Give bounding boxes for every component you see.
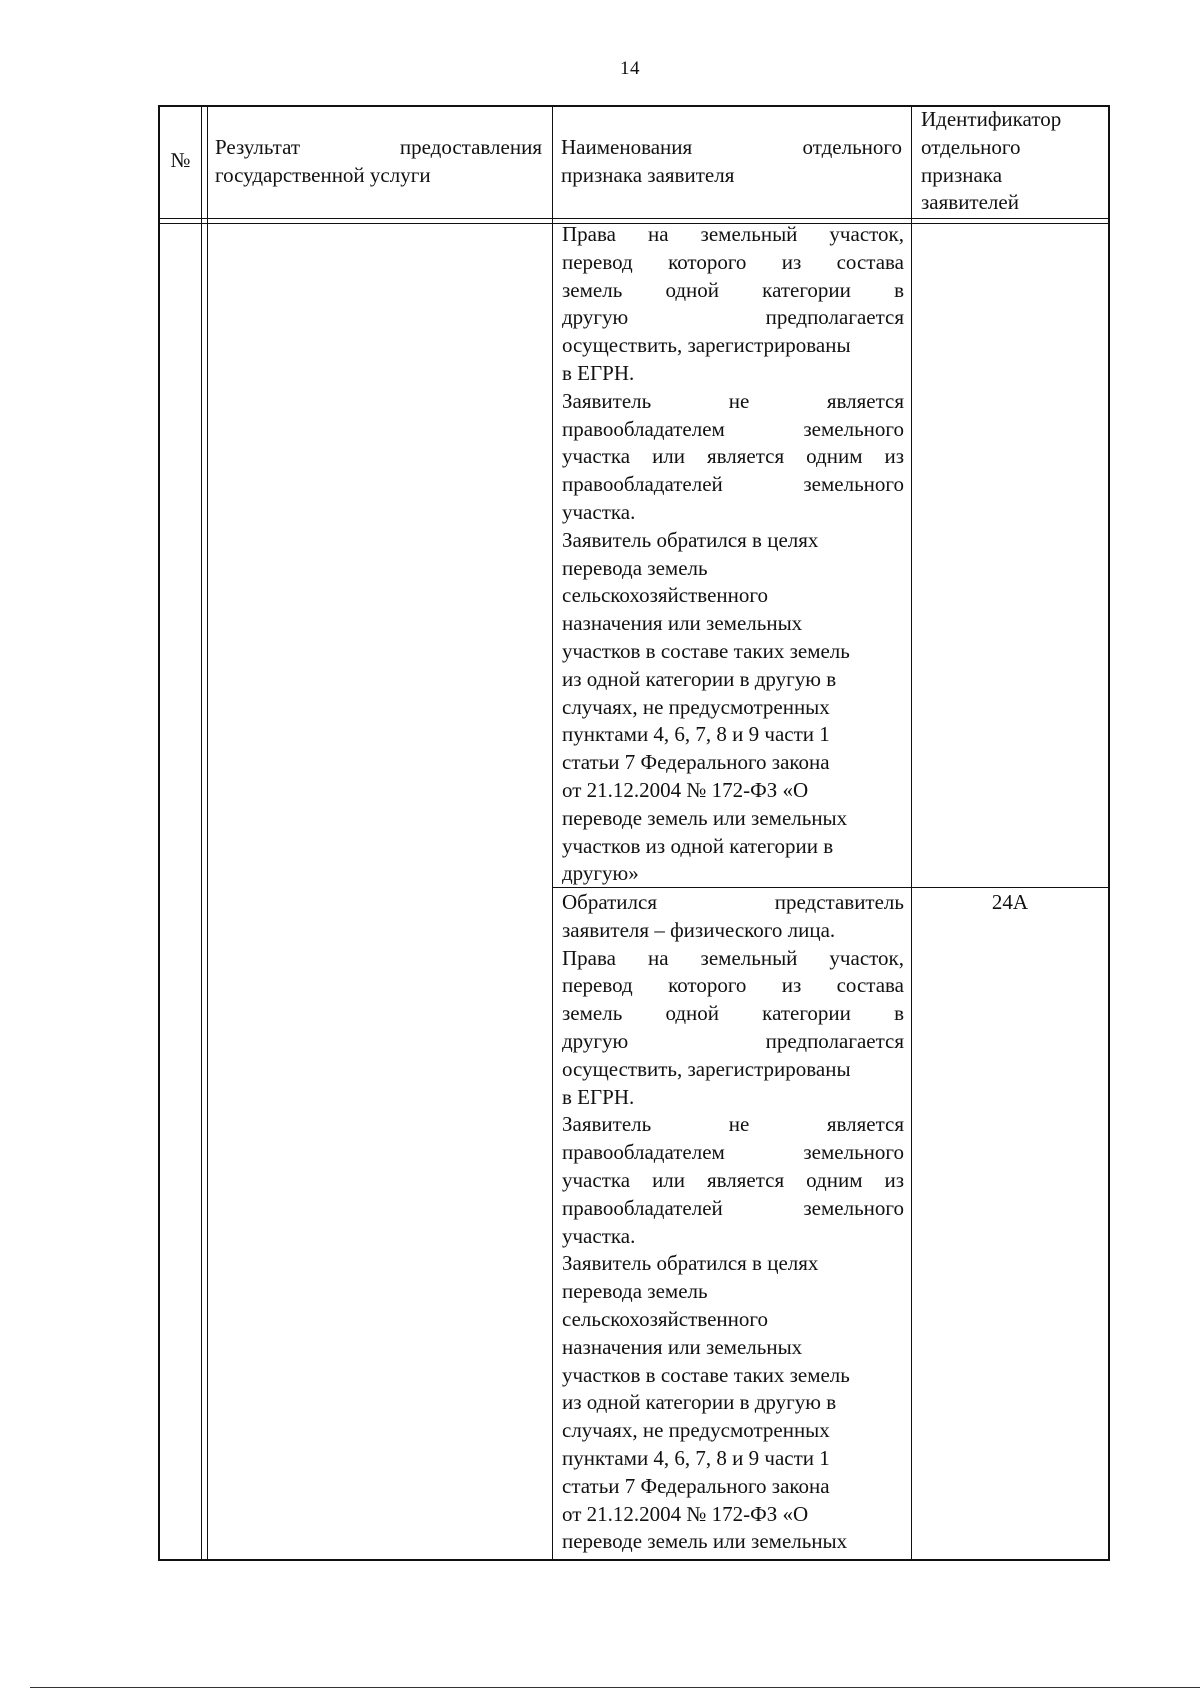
- description-line: осуществить, зарегистрированы: [562, 1056, 851, 1081]
- header-divider: [160, 218, 1108, 219]
- description-line: из одной категории в другую в: [562, 1390, 837, 1415]
- column-divider: [207, 107, 208, 1559]
- document-table: [158, 105, 1110, 1561]
- column-divider: [201, 107, 202, 1559]
- description-line: статьи 7 Федерального закона: [562, 1473, 830, 1498]
- description-line: осуществить, зарегистрированы: [562, 333, 851, 358]
- description-line: Права на земельный участок,: [562, 222, 904, 246]
- header-feature-name: [561, 134, 902, 190]
- description-line: перевод которого из состава: [562, 249, 904, 274]
- column-divider: [552, 107, 553, 1559]
- description-line: перевод которого из состава: [562, 973, 904, 998]
- description-line: земель одной категории в: [562, 277, 904, 302]
- description-line: сельскохозяйственного: [562, 1306, 768, 1331]
- header-result-line: Результат предоставления: [215, 135, 542, 159]
- header-identifier-line: заявителей: [921, 190, 1019, 215]
- description-line: от 21.12.2004 № 172-ФЗ «О: [562, 777, 809, 802]
- description-line: участка.: [562, 1223, 636, 1248]
- description-line: переводе земель или земельных: [562, 1529, 848, 1554]
- feature-description-cell: [562, 221, 904, 888]
- feature-description-cell: [562, 889, 904, 1556]
- description-line: перевода земель: [562, 1279, 708, 1304]
- header-feature-line: признака заявителя: [561, 162, 735, 187]
- description-line: переводе земель или земельных: [562, 805, 848, 830]
- description-line: статьи 7 Федерального закона: [562, 750, 830, 775]
- description-line: участков в составе таких земель: [562, 638, 850, 663]
- description-line: заявителя – физического лица.: [562, 917, 836, 942]
- description-line: из одной категории в другую в: [562, 666, 837, 691]
- description-line: назначения или земельных: [562, 611, 803, 636]
- description-line: участка или является одним из: [562, 444, 904, 469]
- description-line: участков в составе таких земель: [562, 1362, 850, 1387]
- header-identifier-line: отдельного: [921, 134, 1021, 159]
- description-line: Заявитель не является: [562, 1112, 904, 1137]
- description-line: в ЕГРН.: [562, 1084, 635, 1109]
- description-line: назначения или земельных: [562, 1334, 803, 1359]
- header-result-line: государственной услуги: [215, 162, 431, 187]
- description-line: правообладателем земельного: [562, 416, 904, 441]
- header-identifier: [921, 106, 1106, 217]
- description-line: участка или является одним из: [562, 1167, 904, 1192]
- description-line: пунктами 4, 6, 7, 8 и 9 части 1: [562, 722, 830, 747]
- description-line: другую предполагается: [562, 1028, 904, 1053]
- header-feature-line: Наименования отдельного: [561, 135, 902, 159]
- description-line: Обратился представитель: [562, 890, 904, 914]
- description-line: Заявитель не является: [562, 388, 904, 413]
- header-result: [215, 134, 542, 190]
- description-line: Заявитель обратился в целях: [562, 1251, 819, 1276]
- column-divider: [911, 107, 912, 1559]
- description-line: Заявитель обратился в целях: [562, 527, 819, 552]
- page-number: 14: [620, 58, 640, 79]
- description-line: участков из одной категории в: [562, 833, 834, 858]
- description-line: случаях, не предусмотренных: [562, 1418, 830, 1443]
- description-line: сельскохозяйственного: [562, 583, 768, 608]
- description-line: от 21.12.2004 № 172-ФЗ «О: [562, 1501, 809, 1526]
- description-line: другую»: [562, 861, 639, 886]
- description-line: правообладателей земельного: [562, 472, 904, 497]
- description-line: правообладателем земельного: [562, 1140, 904, 1165]
- page-bottom-rule: [30, 1687, 1200, 1688]
- header-identifier-line: признака: [921, 162, 1003, 187]
- description-line: пунктами 4, 6, 7, 8 и 9 части 1: [562, 1445, 830, 1470]
- description-line: земель одной категории в: [562, 1001, 904, 1026]
- description-line: перевода земель: [562, 555, 708, 580]
- description-line: правообладателей земельного: [562, 1195, 904, 1220]
- header-number: №: [170, 148, 191, 172]
- description-line: в ЕГРН.: [562, 360, 635, 385]
- header-identifier-line: Идентификатор: [921, 107, 1062, 131]
- description-line: другую предполагается: [562, 305, 904, 330]
- description-line: случаях, не предусмотренных: [562, 694, 830, 719]
- description-line: Права на земельный участок,: [562, 945, 904, 970]
- identifier-cell: 24А: [991, 890, 1029, 914]
- description-line: участка.: [562, 499, 636, 524]
